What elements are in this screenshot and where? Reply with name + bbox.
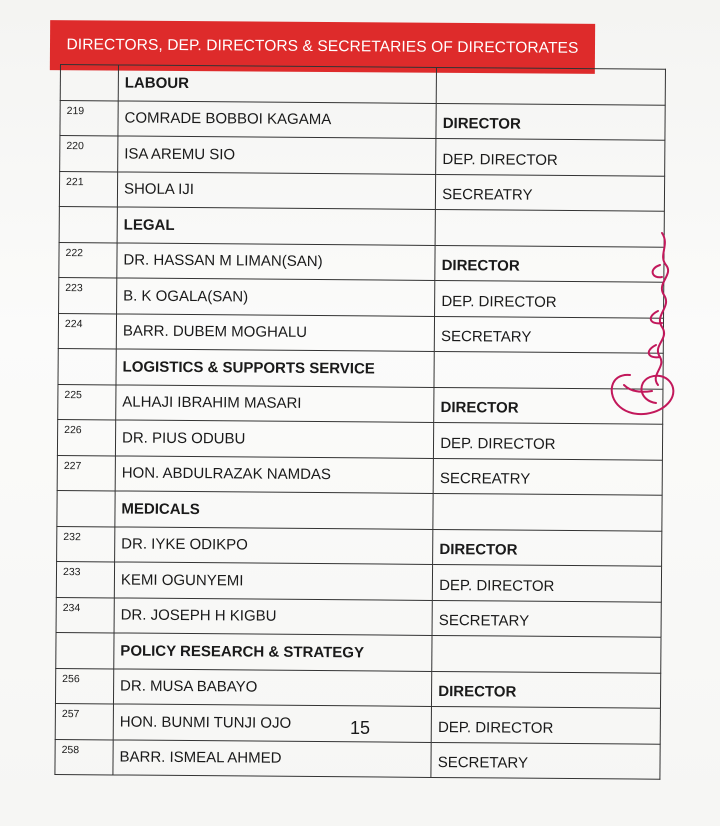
person-name: DR. IYKE ODIKPO	[115, 526, 434, 564]
table-row	[56, 561, 661, 601]
table-row	[55, 739, 660, 779]
person-name: B. K OGALA(SAN)	[116, 278, 435, 316]
row-number: 222	[59, 242, 117, 278]
table-row	[57, 419, 662, 459]
section-header-row	[56, 632, 661, 672]
person-name: KEMI OGUNYEMI	[114, 562, 433, 600]
banner-title: DIRECTORS, DEP. DIRECTORS & SECRETARIES OF DIRECTORATES	[66, 36, 579, 57]
role-title: SECREATRY	[436, 174, 665, 211]
role-title: DIRECTOR	[436, 103, 665, 140]
page-number: 15	[349, 718, 371, 738]
row-number	[57, 490, 115, 526]
directorate-name: LABOUR	[118, 65, 437, 103]
person-name: ISA AREMU SIO	[118, 136, 437, 174]
row-number	[58, 348, 116, 384]
table-row	[60, 136, 665, 176]
section-header-row	[57, 490, 662, 530]
role-title: SECRETARY	[434, 316, 663, 353]
person-name: DR. MUSA BABAYO	[113, 668, 432, 706]
role-title: DEP. DIRECTOR	[431, 706, 660, 743]
row-number: 221	[59, 171, 117, 207]
row-number: 256	[55, 668, 113, 704]
row-number: 224	[58, 313, 116, 349]
role-title: DEP. DIRECTOR	[433, 564, 662, 601]
person-name: BARR. DUBEM MOGHALU	[116, 313, 435, 351]
section-header-row	[58, 348, 663, 388]
table-row	[59, 171, 664, 211]
table-row	[57, 455, 662, 495]
directorate-name: POLICY RESEARCH & STRATEGY	[114, 633, 433, 671]
role-title: DEP. DIRECTOR	[434, 422, 663, 459]
directorate-name: LEGAL	[117, 207, 436, 245]
table-row	[58, 313, 663, 353]
role-title: SECRETARY	[431, 742, 660, 779]
row-number: 225	[58, 384, 116, 420]
table-row	[59, 242, 664, 282]
table-row	[57, 526, 662, 566]
person-name: HON. ABDULRAZAK NAMDAS	[115, 455, 434, 493]
directorate-name: MEDICALS	[115, 491, 434, 529]
person-name: HON. BUNMI TUNJI OJO	[113, 704, 432, 742]
table-row	[55, 668, 660, 708]
role-title: DIRECTOR	[435, 245, 664, 282]
row-number: 234	[56, 597, 114, 633]
section-header-row	[59, 206, 664, 246]
handwritten-signature	[600, 225, 690, 425]
row-number	[59, 206, 117, 242]
row-number	[56, 632, 114, 668]
role-title: DIRECTOR	[434, 387, 663, 424]
row-number: 227	[57, 455, 115, 491]
row-number	[60, 65, 118, 101]
person-name: COMRADE BOBBOI KAGAMA	[118, 100, 437, 138]
person-name: ALHAJI IBRAHIM MASARI	[116, 384, 435, 422]
role-title: DIRECTOR	[432, 671, 661, 708]
person-name: DR. PIUS ODUBU	[115, 420, 434, 458]
row-number: 223	[59, 277, 117, 313]
role-title: DIRECTOR	[433, 529, 662, 566]
row-number: 220	[60, 136, 118, 172]
directorate-name: LOGISTICS & SUPPORTS SERVICE	[116, 349, 435, 387]
role-title: SECRETARY	[432, 600, 661, 637]
row-number: 233	[56, 561, 114, 597]
directorates-table	[54, 64, 666, 780]
row-number: 258	[55, 739, 113, 775]
person-name: DR. JOSEPH H KIGBU	[114, 597, 433, 635]
table-body	[55, 65, 666, 780]
directorates-table-wrapper	[54, 64, 666, 780]
row-number: 226	[57, 419, 115, 455]
row-number: 257	[55, 703, 113, 739]
section-header-row	[60, 65, 665, 105]
role-title: DEP. DIRECTOR	[436, 138, 665, 175]
table-row	[60, 100, 665, 140]
role-title: SECREATRY	[433, 458, 662, 495]
row-number: 219	[60, 100, 118, 136]
row-number: 232	[57, 526, 115, 562]
table-row	[56, 597, 661, 637]
role-title: DEP. DIRECTOR	[435, 280, 664, 317]
person-name: BARR. ISMEAL AHMED	[113, 739, 432, 777]
role-title	[432, 635, 661, 672]
table-row	[59, 277, 664, 317]
role-title	[436, 67, 665, 104]
table-row	[58, 384, 663, 424]
role-title	[433, 493, 662, 530]
person-name: SHOLA IJI	[117, 171, 436, 209]
person-name: DR. HASSAN M LIMAN(SAN)	[117, 242, 436, 280]
